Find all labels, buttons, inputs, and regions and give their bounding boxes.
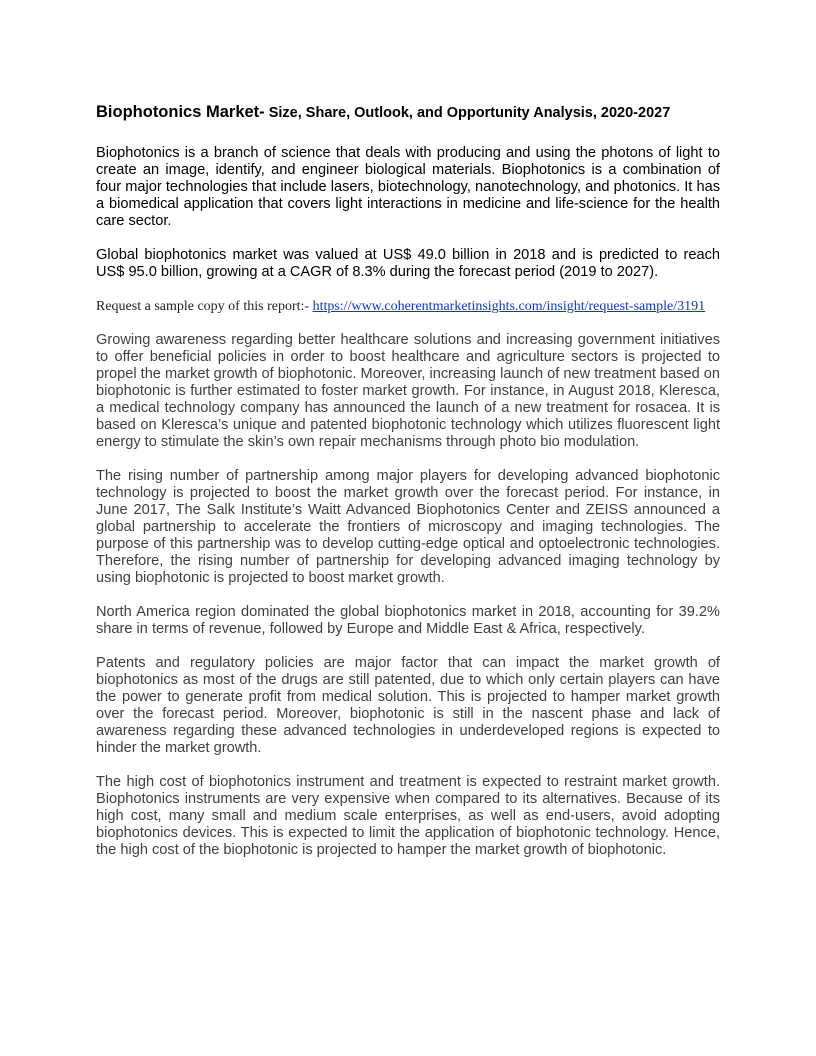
paragraph-market-value: Global biophotonics market was valued at US$ 49.0 billion in 2018 and is predicted to reach US$ 95.0 billion, growing at a CAGR of 8.3% during the forecast period (2019 to 2027).	[96, 247, 720, 280]
document-title	[96, 96, 720, 123]
paragraph-regional: North America region dominated the global biophotonics market in 2018, accounting for 39.2% share in terms of revenue, followed by Europe and Middle East & Africa, respectively.	[96, 604, 720, 637]
sample-request-link[interactable]: https://www.coherentmarketinsights.com/insight/request-sample/3191	[312, 299, 706, 314]
paragraph-restraints-cost: The high cost of biophotonics instrument and treatment is expected to restraint market growth. Biophotonics instruments are very expensive when compared to its alternatives. Because of its high cost, many small and medium scale enterprises, as well as end-users, avoid adopting biophotonics devices. This is expected to limit the application of biophotonic technology. Hence, the high cost of the biophotonic is projected to hamper the market growth of biophotonic.	[96, 774, 720, 858]
paragraph-partnerships: The rising number of partnership among major players for developing advanced biophotonic technology is projected to boost the market growth over the forecast period. For instance, in June 2017, The Salk Institute’s Waitt Advanced Biophotonics Center and ZEISS announced a global partnership to accelerate the frontiers of microscopy and imaging technologies. The purpose of this partnership was to develop cutting-edge optical and optoelectronic technologies. Therefore, the rising number of partnership for developing advanced imaging technology by using biophotonic is projected to boost market growth.	[96, 468, 720, 586]
sample-request-paragraph	[96, 298, 720, 315]
sample-request-label: Request a sample copy of this report:-	[96, 299, 313, 314]
paragraph-restraints-patents: Patents and regulatory policies are major factor that can impact the market growth of biophotonics as most of the drugs are still patented, due to which only certain players can have the power to generate profit from medical solution. This is projected to hamper market growth over the forecast period. Moreover, biophotonic is still in the nascent phase and lack of awareness regarding these advanced technologies in underdeveloped regions is expected to hinder the market growth.	[96, 655, 720, 756]
paragraph-definition: Biophotonics is a branch of science that deals with producing and using the photons of light to create an image, identify, and engineer biological materials. Biophotonics is a combination of four major technologies that include lasers, biotechnology, nanotechnology, and photonics. It has a biomedical application that covers light interactions in medicine and life-science for the health care sector.	[96, 145, 720, 229]
document-page	[96, 96, 720, 876]
title-main: Biophotonics Market-	[96, 103, 265, 121]
title-subtitle: Size, Share, Outlook, and Opportunity Analysis, 2020-2027	[264, 105, 671, 121]
paragraph-growth-drivers: Growing awareness regarding better healthcare solutions and increasing government initiatives to offer beneficial policies in order to boost healthcare and agriculture sectors is projected to propel the market growth of biophotonic. Moreover, increasing launch of new treatment based on biophotonic is further estimated to foster market growth. For instance, in August 2018, Kleresca, a medical technology company has announced the launch of a new treatment for rosacea. It is based on Kleresca’s unique and patented biophotonic technology which utilizes fluorescent light energy to stimulate the skin’s own repair mechanisms through photo bio modulation.	[96, 332, 720, 450]
